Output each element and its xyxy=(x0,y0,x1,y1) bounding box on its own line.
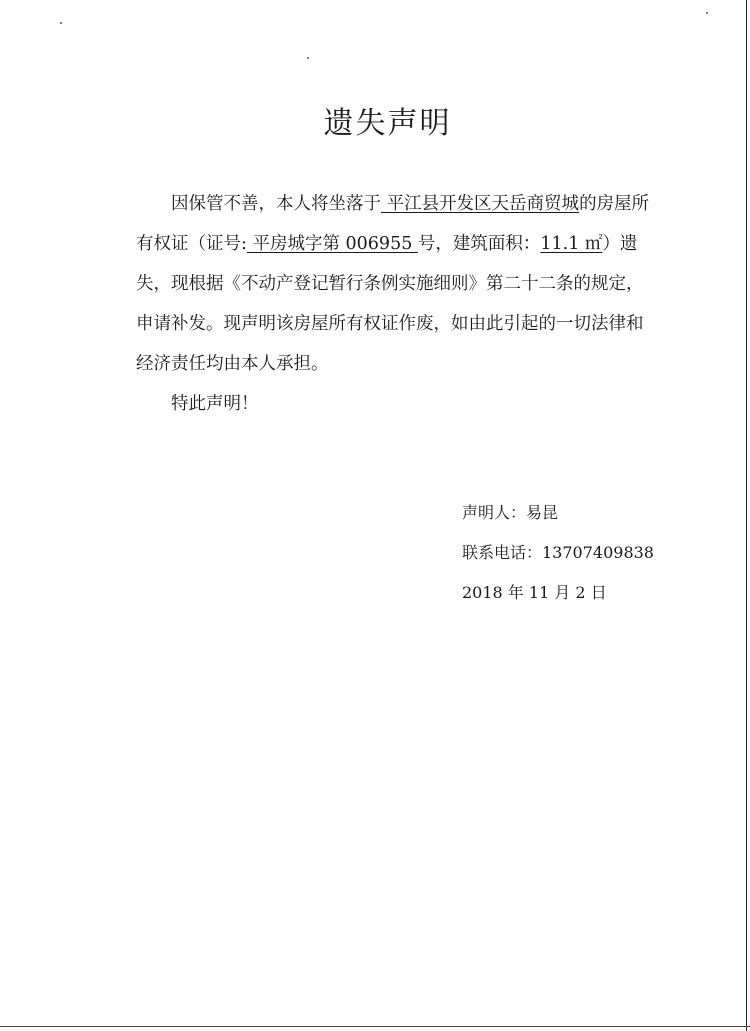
declaration-date: 2018 年 11 月 2 日 xyxy=(462,583,607,602)
scan-edge-bottom xyxy=(0,1026,750,1027)
property-address: 平江县开发区天岳商贸城 xyxy=(381,194,580,214)
lead-text: 因保管不善，本人将坐落于 xyxy=(171,194,381,214)
mid-text-2: 号，建筑面积： xyxy=(417,234,541,254)
scan-edge-right xyxy=(746,0,747,1031)
document-body xyxy=(136,184,656,424)
mid-text-1: 的房屋所有权证（证号: xyxy=(136,194,650,254)
scan-speck xyxy=(60,22,62,24)
building-area: 11.1 ㎡ xyxy=(540,234,603,254)
tail-text: ）遗失，现根据《不动产登记暂行条例实施细则》第二十二条的规定，申请补发。现声明该房屋所有权证作废，如由此引起的一切法律和经济责任均由本人承担。 xyxy=(136,234,644,374)
scan-speck xyxy=(307,57,309,59)
declarant-name: 声明人：易昆 xyxy=(462,503,559,522)
document-title: 遗失声明 xyxy=(323,106,452,141)
closing-statement: 特此声明！ xyxy=(171,394,259,414)
scan-speck xyxy=(706,12,708,14)
paragraph-declaration xyxy=(136,184,656,384)
contact-phone: 联系电话：13707409838 xyxy=(462,543,654,562)
certificate-number: 平房城字第 006955 xyxy=(246,234,418,254)
signature-block xyxy=(462,493,654,613)
